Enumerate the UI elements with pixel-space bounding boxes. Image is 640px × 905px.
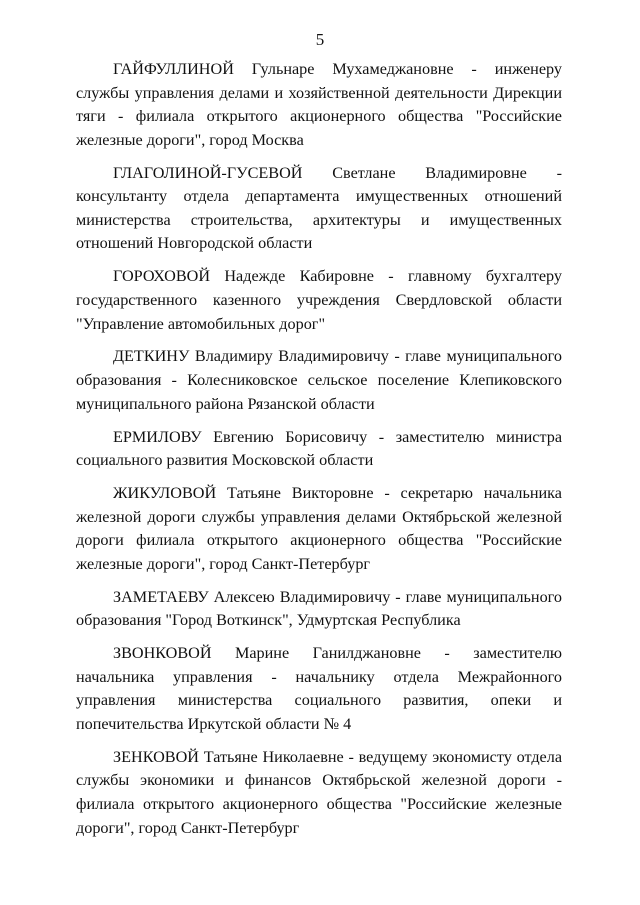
award-entry: ГАЙФУЛЛИНОЙ Гульнаре Мухамеджановне - инженеру службы управления делами и хозяйственной деятельности Дирекции тяги - филиала открытого акционерного общества "Российские железные дороги", город Москва <box>76 60 562 149</box>
page-number: 5 <box>315 30 325 49</box>
award-list <box>76 58 562 840</box>
award-entry: ГОРОХОВОЙ Надежде Кабировне - главному бухгалтеру государственного казенного учреждения Свердловской области "Управление автомобильных дорог" <box>76 267 562 333</box>
award-entry: ЗЕНКОВОЙ Татьяне Николаевне - ведущему экономисту отдела службы экономики и финансов Октябрьской железной дороги - филиала открытого акционерного общества "Российские железные дороги", город Санкт-Петербург <box>76 747 562 837</box>
award-entry: ЖИКУЛОВОЙ Татьяне Викторовне - секретарю начальника железной дороги службы управления делами Октябрьской железной дороги филиала открытого акционерного общества "Российские железные дороги", город Санкт-Петербург <box>76 483 562 573</box>
award-entry: ЗАМЕТАЕВУ Алексею Владимировичу - главе муниципального образования "Город Воткинск", Удмуртская Республика <box>76 587 562 630</box>
award-entry: ЕРМИЛОВУ Евгению Борисовичу - заместителю министра социального развития Московской области <box>76 427 562 470</box>
award-entry: ГЛАГОЛИНОЙ-ГУСЕВОЙ Светлане Владимировне - консультанту отдела департамента имущественных отношений министерства строительства, архитектуры и имущественных отношений Новгородской области <box>76 163 562 253</box>
award-entry: ЗВОНКОВОЙ Марине Ганилджановне - заместителю начальника управления - начальнику отдела Межрайонного управления министерства социального развития, опеки и попечительства Иркутской области № 4 <box>76 644 562 733</box>
award-entry: ДЕТКИНУ Владимиру Владимировичу - главе муниципального образования - Колесниковское сельское поселение Клепиковского муниципального района Рязанской области <box>76 347 562 413</box>
